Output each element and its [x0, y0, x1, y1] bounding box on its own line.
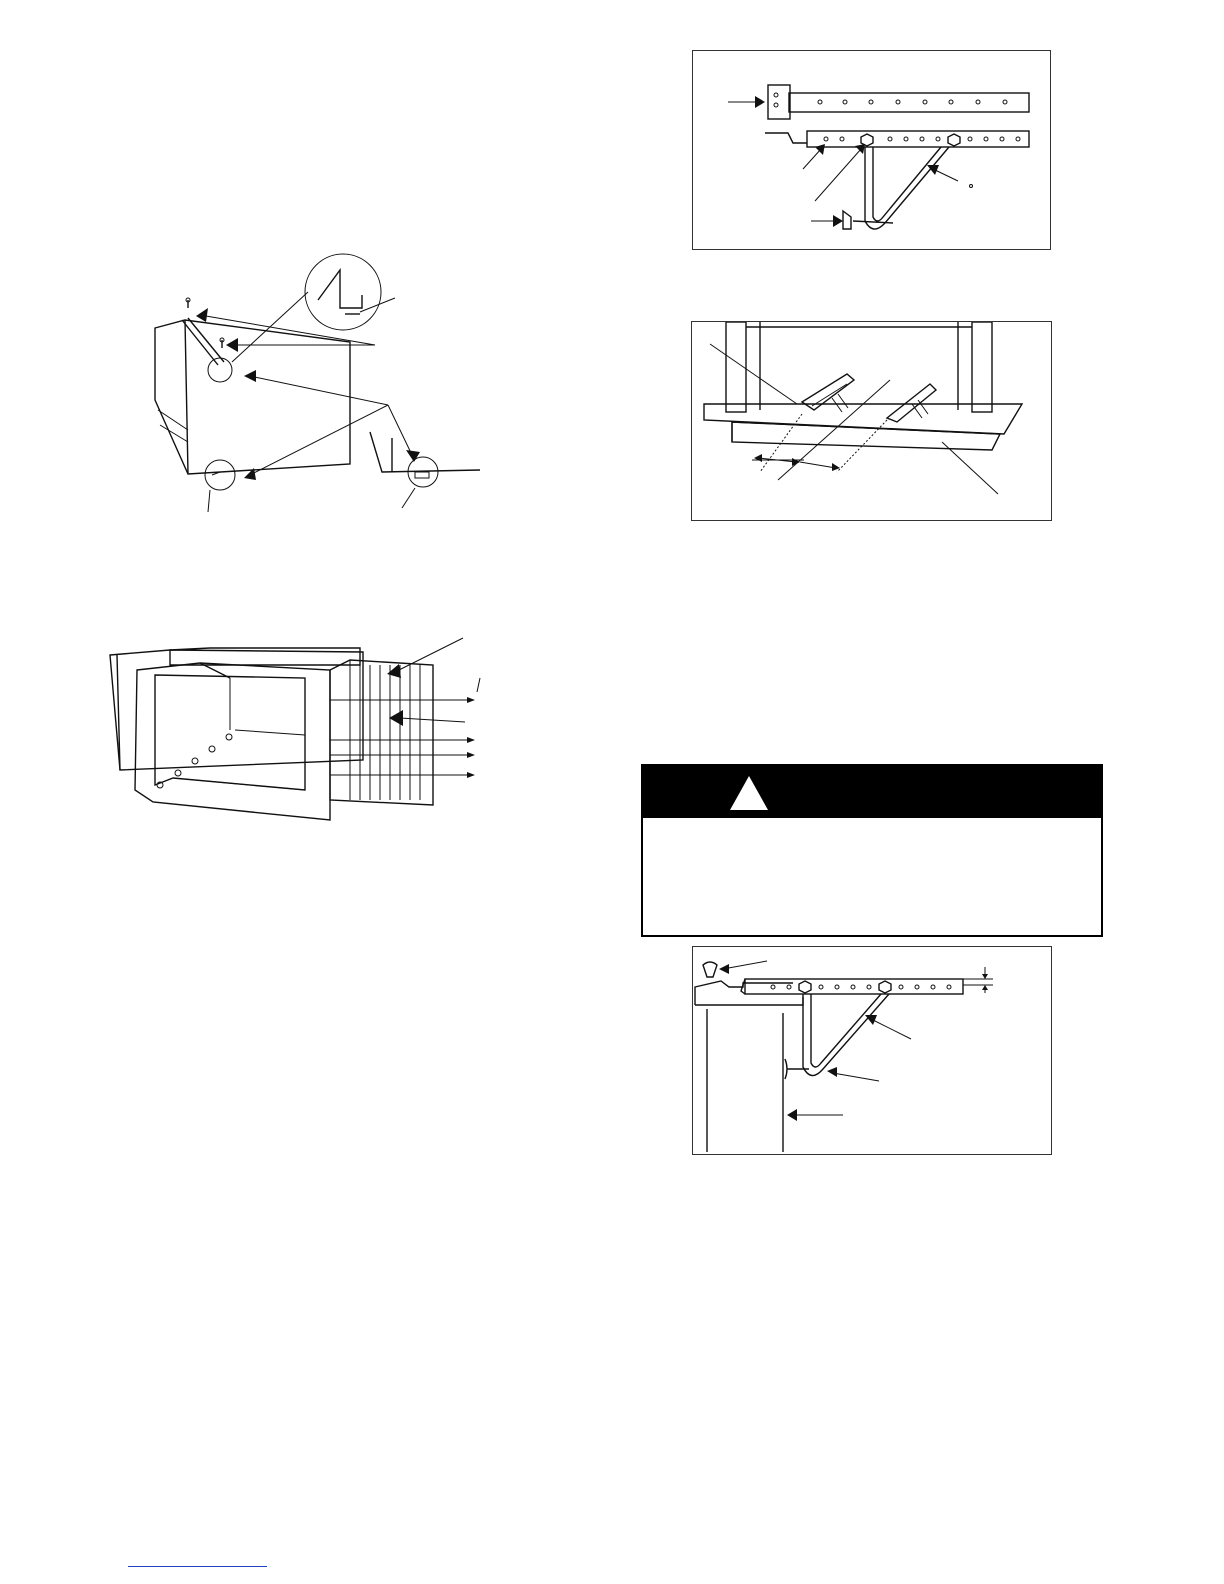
- warning-box: [641, 764, 1103, 937]
- warning-body: [643, 818, 1101, 842]
- cabinet-grid-figure: [105, 630, 485, 830]
- footer-link[interactable]: [128, 1566, 267, 1567]
- window-sill-figure: [691, 321, 1052, 521]
- cabinet-flange-figure: [140, 250, 490, 515]
- bracket-assembly-figure: [692, 50, 1051, 250]
- warning-header: [643, 766, 1101, 818]
- warning-triangle-icon: [728, 774, 770, 812]
- bracket-side-view-figure: [692, 946, 1052, 1155]
